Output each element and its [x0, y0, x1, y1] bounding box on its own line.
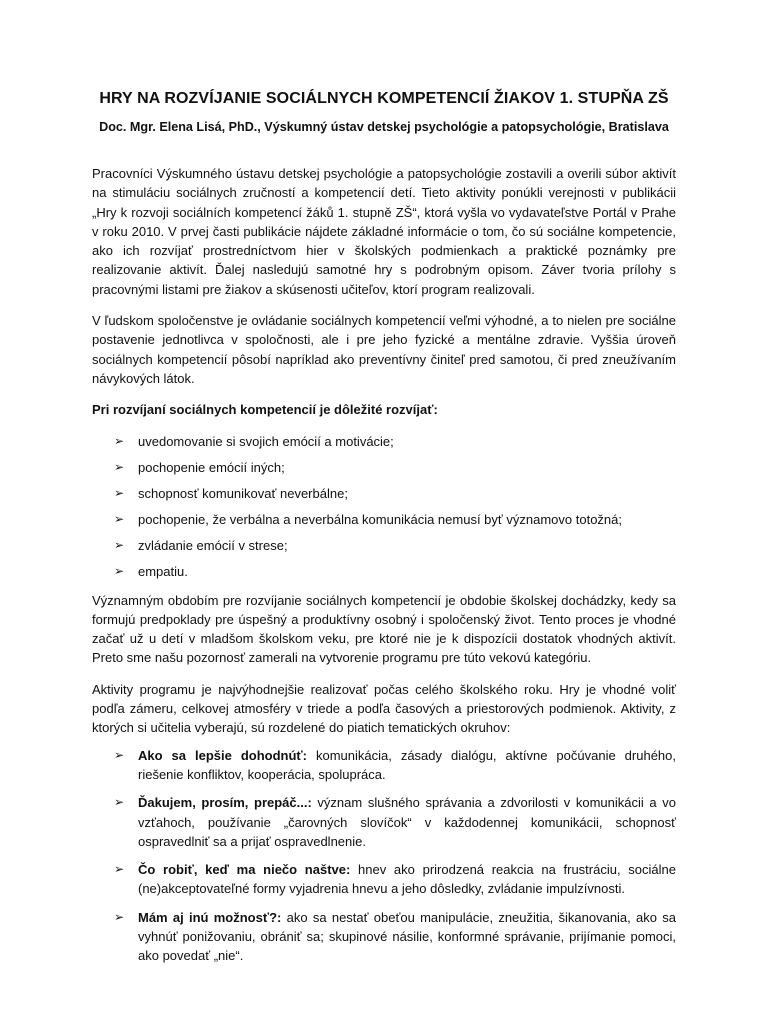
list-item: ➢ uvedomovanie si svojich emócií a motivácie; — [92, 432, 676, 451]
paragraph-importance: V ľudskom spoločenstve je ovládanie sociálnych kompetencií veľmi výhodné, a to nielen pre sociálne postavenie jednotlivca v spoločnosti, ale i pre jeho fyzické a mentálne zdravie. Vyššia úroveň sociálnych kompetencií pôsobí napríklad ako preventívny činiteľ pred samotou, či pred zneužívaním návykových látok. — [92, 313, 676, 386]
competencies-list — [92, 432, 676, 581]
topic-item — [92, 746, 676, 785]
topic-term: Čo robiť, keď ma niečo naštve: — [138, 862, 351, 878]
arrow-bullet-icon: ➢ — [114, 459, 125, 474]
document-body — [92, 164, 676, 976]
page-title: HRY NA ROZVÍJANIE SOCIÁLNYCH KOMPETENCIÍ ŽIAKOV 1. STUPŇA ZŠ — [99, 90, 669, 107]
arrow-bullet-icon: ➢ — [114, 795, 125, 810]
list-item: ➢ pochopenie, že verbálna a neverbálna komunikácia nemusí byť významovo totožná; — [92, 510, 676, 529]
topic-term: Ďakujem, prosím, prepáč...: — [138, 795, 312, 811]
author-line: Doc. Mgr. Elena Lisá, PhD., Výskumný ústav detskej psychológie a patopsychológie, Bratislava — [99, 120, 669, 134]
list-item: ➢ empatiu. — [92, 562, 676, 581]
paragraph-program: Aktivity programu je najvýhodnejšie realizovať počas celého školského roku. Hry je vhodné voliť podľa zámeru, celkovej atmosféry v triede a podľa časových a priestorových podmienok. Aktivity, z ktorých si učitelia vyberajú, sú rozdelené do piatich tematických okruhov: — [92, 681, 676, 736]
topic-term: Ako sa lepšie dohodnúť: — [138, 747, 307, 763]
topic-text: ako sa nestať obeťou manipulácie, zneužitia, šikanovania, ako sa vyhnúť ponižovaniu, obrániť sa; skupinové násilie, konformné správanie, prijímanie pomoci, ako povedať „nie“. — [138, 909, 676, 964]
list-item: ➢ zvládanie emócií v strese; — [92, 536, 676, 555]
topic-term: Mám aj inú možnosť?: — [138, 909, 282, 925]
arrow-bullet-icon: ➢ — [114, 485, 125, 500]
topic-text: komunikácia, zásady dialógu, aktívne počúvanie druhého, riešenie konfliktov, kooperácia, spolupráca. — [138, 747, 676, 782]
list-heading: Pri rozvíjaní sociálnych kompetencií je dôležité rozvíjať: — [92, 402, 438, 418]
arrow-bullet-icon: ➢ — [114, 563, 125, 578]
topics-list — [92, 746, 676, 966]
arrow-bullet-icon: ➢ — [114, 747, 125, 762]
topic-item — [92, 860, 676, 899]
paragraph-school-period: Významným obdobím pre rozvíjanie sociálnych kompetencií je obdobie školskej dochádzky, kedy sa formujú predpoklady pre úspešný a produktívny osobný i spoločenský život. Tento proces je vhodné začať už u detí v mladšom školskom veku, pre ktoré nie je k dispozícii dostatok vhodných aktivít. Preto sme našu pozornosť zamerali na vytvorenie programu pre túto vekovú kategóriu. — [92, 592, 676, 666]
list-item: ➢ schopnosť komunikovať neverbálne; — [92, 484, 676, 503]
paragraph-intro: Pracovníci Výskumného ústavu detskej psychológie a patopsychológie zostavili a overili súbor aktivít na stimuláciu sociálnych zručností a kompetencií detí. Tieto aktivity ponúkli verejnosti v publikácii „Hry k rozvoji sociálních kompetencí žáků 1. stupně ZŠ“, ktorá vyšla vo vydavateľstve Portál v Prahe v roku 2010. V prvej časti publikácie nájdete základné informácie o tom, čo sú sociálne kompetencie, ako ich rozvíjať prostredníctvom hier v školských podmienkach a praktické poznámky pre realizovanie aktivít. Ďalej nasledujú samotné hry s podrobným opisom. Záver tvoria prílohy s pracovnými listami pre žiakov a skúsenosti učiteľov, ktorí program realizovali. — [92, 166, 676, 297]
topic-item — [92, 793, 676, 851]
topic-item — [92, 908, 676, 966]
arrow-bullet-icon: ➢ — [114, 433, 125, 448]
arrow-bullet-icon: ➢ — [114, 537, 125, 552]
topic-text: význam slušného správania a zdvorilosti v komunikácii a vo vzťahoch, používanie „čarovných slovíčok“ v každodennej komunikácii, schopnosť ospravedlniť sa a prijať ospravedlnenie. — [138, 795, 676, 849]
topic-text: hnev ako prirodzená reakcia na frustráciu, sociálne (ne)akceptovateľné formy vyjadrenia hnevu a jeho dôsledky, zvládanie impulzívnosti. — [138, 862, 676, 897]
list-item: ➢ pochopenie emócií iných; — [92, 458, 676, 477]
arrow-bullet-icon: ➢ — [114, 511, 125, 526]
arrow-bullet-icon: ➢ — [114, 862, 125, 877]
arrow-bullet-icon: ➢ — [114, 909, 125, 924]
